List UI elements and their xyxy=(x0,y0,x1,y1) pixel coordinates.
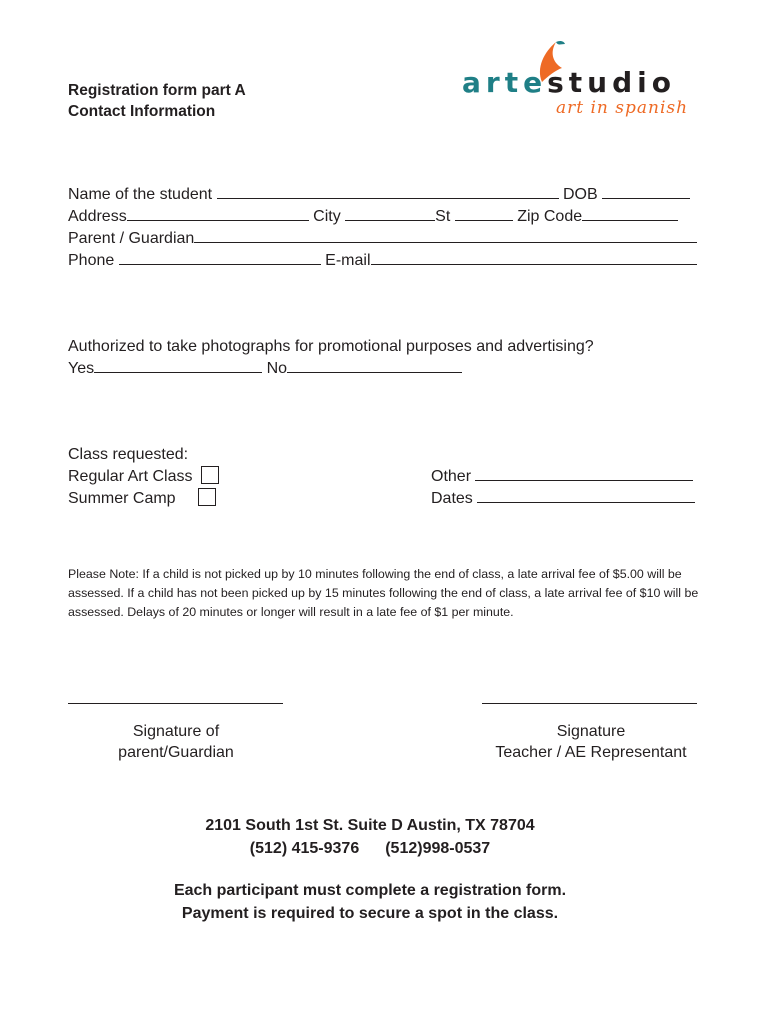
parent-signature-caption-line2: parent/Guardian xyxy=(118,744,234,761)
phone-field[interactable] xyxy=(119,250,321,265)
regular-class-label: Regular Art Class xyxy=(68,468,193,485)
zip-field[interactable] xyxy=(582,206,678,221)
zip-label: Zip Code xyxy=(517,208,583,225)
other-label: Other xyxy=(431,468,472,485)
row-other xyxy=(431,466,693,488)
other-field[interactable] xyxy=(475,466,693,481)
form-title xyxy=(68,80,246,122)
row-summer-camp xyxy=(68,488,216,510)
row-dates xyxy=(431,488,695,510)
photo-auth-question: Authorized to take photographs for promotional purposes and advertising? xyxy=(68,338,594,355)
student-name-field[interactable] xyxy=(217,184,559,199)
state-field[interactable] xyxy=(455,206,513,221)
phone-label: Phone xyxy=(68,252,115,269)
form-title-line2: Contact Information xyxy=(68,103,216,120)
state-label: St xyxy=(435,208,451,225)
city-label: City xyxy=(313,208,341,225)
row-parent xyxy=(68,228,697,250)
no-label: No xyxy=(266,360,288,377)
teacher-signature-line[interactable] xyxy=(482,703,697,704)
late-fee-note: Please Note: If a child is not picked up by 10 minutes following the end of class, a late arrival fee of $5.00 will be assessed. If a child has not been picked up by 15 minutes following the end of class, a late arrival fee of $10 will be assessed. Delays of 20 minutes or longer will result in a late fee of $1 per minute. xyxy=(68,567,699,619)
dob-field[interactable] xyxy=(602,184,690,199)
email-field[interactable] xyxy=(371,250,697,265)
city-field[interactable] xyxy=(345,206,435,221)
dob-label: DOB xyxy=(563,186,598,203)
row-photo-answers xyxy=(68,358,462,380)
logo-text-art: art xyxy=(462,66,524,99)
email-label: E-mail xyxy=(325,252,371,269)
footer-line-1: Each participant must complete a registration form. xyxy=(173,882,567,899)
parent-signature-line[interactable] xyxy=(68,703,283,704)
regular-class-checkbox[interactable] xyxy=(201,466,219,484)
row-address xyxy=(68,206,678,228)
summer-camp-checkbox[interactable] xyxy=(198,488,216,506)
parent-signature-caption xyxy=(76,721,276,763)
phone-number-1: (512) 415-9376 xyxy=(249,840,360,857)
yes-field[interactable] xyxy=(94,358,262,373)
teacher-signature-caption-line1: Signature xyxy=(556,723,626,740)
studio-address: 2101 South 1st St. Suite D Austin, TX 78704 xyxy=(205,817,535,834)
logo-text-e: e xyxy=(523,66,548,99)
address-label: Address xyxy=(68,208,127,225)
teacher-signature-caption-line2: Teacher / AE Representant xyxy=(495,744,687,761)
dates-label: Dates xyxy=(431,490,473,507)
parent-signature-caption-line1: Signature of xyxy=(132,723,220,740)
address-field[interactable] xyxy=(127,206,309,221)
studio-phones xyxy=(0,837,740,860)
form-title-line1: Registration form part A xyxy=(68,82,246,99)
summer-camp-label: Summer Camp xyxy=(68,490,176,507)
teacher-signature-caption xyxy=(476,721,706,763)
row-phone-email xyxy=(68,250,697,272)
no-field[interactable] xyxy=(287,358,462,373)
artestudio-logo xyxy=(460,38,700,124)
yes-label: Yes xyxy=(68,360,95,377)
dates-field[interactable] xyxy=(477,488,695,503)
logo-wordmark xyxy=(462,66,676,99)
parent-label: Parent / Guardian xyxy=(68,230,195,247)
row-student-dob xyxy=(68,184,690,206)
class-requested-title: Class requested: xyxy=(68,446,189,463)
logo-text-studio: studio xyxy=(547,66,676,99)
parent-field[interactable] xyxy=(194,228,697,243)
logo-tagline: art in spanish xyxy=(556,98,689,118)
student-name-label: Name of the student xyxy=(68,186,213,203)
phone-number-2: (512)998-0537 xyxy=(385,840,491,857)
footer-line-2: Payment is required to secure a spot in the class. xyxy=(181,905,559,922)
row-regular-class xyxy=(68,466,219,488)
